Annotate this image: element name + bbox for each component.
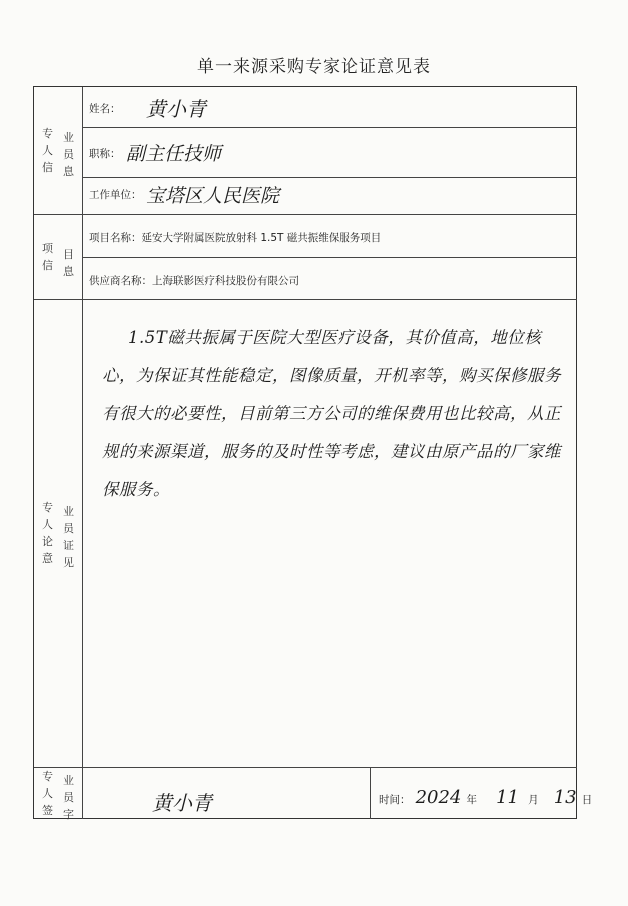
section-divider: [34, 767, 577, 768]
section-label-char: 业: [63, 131, 74, 144]
section-label-char: 目: [63, 247, 74, 261]
section-divider: [34, 214, 577, 215]
project-name-row: [89, 230, 381, 245]
section-label-char: 意: [42, 552, 53, 565]
year-value: 2024: [415, 787, 462, 808]
month-value: 11: [496, 787, 519, 808]
section-label-char: 签: [42, 803, 53, 817]
name-label: 姓名：: [89, 103, 121, 115]
day-value: 13: [553, 787, 577, 808]
signer-signature: 黄小青: [152, 791, 212, 815]
section-label-char: 人: [42, 786, 53, 800]
unit-label: 工作单位：: [89, 189, 142, 201]
project-name-label: 项目名称：: [89, 232, 142, 244]
section-label-char: 信: [42, 161, 53, 174]
section-label-char: 字: [63, 807, 74, 821]
column-divider: [82, 87, 83, 819]
title-label: 职称：: [89, 148, 121, 160]
day-unit: 日: [581, 794, 593, 806]
section-label-char: 息: [63, 165, 74, 178]
section-label-char: 专: [42, 769, 53, 783]
section-label-char: 人: [42, 144, 53, 157]
column-divider: [370, 767, 371, 819]
section-label-char: 证: [63, 539, 74, 552]
form-title: 单一来源采购专家论证意见表: [197, 57, 431, 77]
section-label-char: 信: [42, 258, 53, 272]
year-unit: 年: [466, 794, 477, 806]
section-label-expert-info: [34, 87, 82, 214]
section-label-char: 专: [42, 127, 53, 140]
section-label-char: 员: [63, 148, 74, 161]
section-label-char: 业: [63, 505, 74, 518]
project-name-value: 延安大学附属医院放射科 1.5T 磁共振维保服务项目: [141, 232, 382, 244]
row-divider: [82, 177, 577, 178]
section-divider: [34, 299, 577, 300]
supplier-row: [89, 273, 299, 288]
section-label-project-info: [34, 214, 82, 299]
time-label: 时间：: [379, 794, 411, 806]
expert-opinion-form: [33, 86, 593, 821]
month-unit: 月: [528, 794, 539, 806]
section-label-char: 专: [42, 501, 53, 514]
section-label-char: 员: [63, 790, 74, 804]
section-label-char: 人: [42, 518, 53, 531]
supplier-value: 上海联影医疗科技股份有限公司: [152, 275, 299, 287]
section-label-char: 论: [42, 535, 53, 548]
section-label-char: 员: [63, 522, 74, 535]
row-divider: [82, 257, 577, 258]
signature-date: [379, 787, 592, 808]
name-value: 黄小青: [146, 97, 206, 121]
row-divider: [82, 127, 577, 128]
section-label-expert-opinion: [34, 299, 82, 767]
opinion-text: 1.5T磁共振属于医院大型医疗设备，其价值高，地位核心，为保证其性能稳定，图像质量，开机率等，购买保修服务有很大的必要性，目前第三方公司的维保费用也比较高，从正规的来源渠道，服务的及时性等考虑，建议由原产品的厂家维保服务。: [102, 328, 561, 499]
supplier-label: 供应商名称：: [89, 275, 152, 287]
section-label-char: 息: [63, 264, 74, 278]
section-label-char: 项: [42, 241, 53, 255]
section-label-char: 见: [63, 556, 74, 569]
title-value: 副主任技师: [126, 143, 222, 165]
section-label-expert-signature: [34, 767, 82, 819]
section-label-char: 业: [63, 773, 74, 787]
unit-value: 宝塔区人民医院: [146, 185, 280, 207]
